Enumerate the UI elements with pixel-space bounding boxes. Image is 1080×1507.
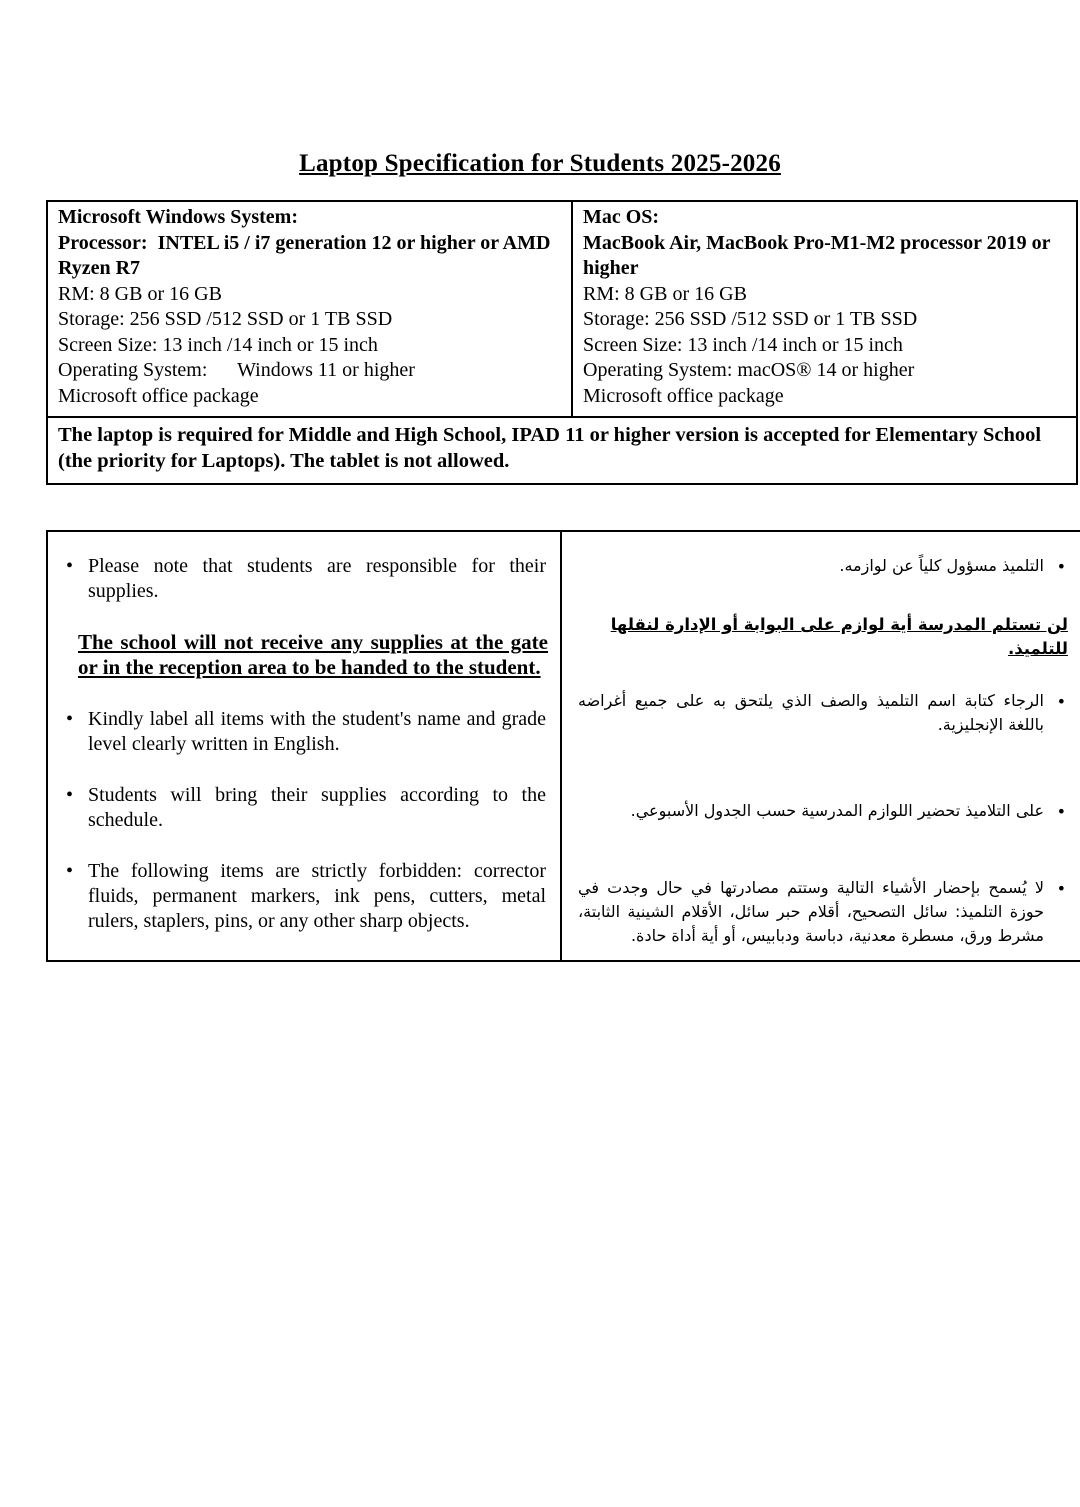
windows-os: Operating System: Windows 11 or higher — [58, 359, 415, 381]
bullet-icon: • — [1056, 879, 1066, 898]
spec-row — [47, 201, 1077, 417]
windows-spec-cell — [47, 201, 572, 417]
mac-os: Operating System: macOS® 14 or higher — [583, 359, 915, 381]
rule-text-ar-label-items: الرجاء كتابة اسم التلميذ والصف الذي يلتحق به على جميع أغراضه باللغة الإنجليزية. — [578, 691, 1044, 734]
rule-text-ar-forbidden-items: لا يُسمح بإحضار الأشياء التالية وستتم مصادرتها في حال وجدت في حوزة التلميذ: سائل التصحيح، أقلام حبر سائل، الأقلام الشينية الثابتة، مشرط ورق، مسطرة معدنية، دباسة ودبابيس، أو أية أداة حادة. — [578, 878, 1044, 945]
bullet-icon: • — [1056, 802, 1066, 821]
supplies-rules-table — [46, 530, 1080, 962]
laptop-requirement-note: The laptop is required for Middle and High School, IPAD 11 or higher version is accepted for Elementary School (the priority for Laptops). The tablet is not allowed. — [47, 417, 1077, 484]
gate-notice-text: The school will not receive any supplies at the gate or in the reception area to be handed to the student. — [78, 630, 548, 679]
page-title: Laptop Specification for Students 2025-2026 — [299, 150, 781, 177]
bullet-icon: • — [66, 555, 74, 577]
windows-office: Microsoft office package — [58, 384, 259, 407]
rule-text-ar-schedule: على التلاميذ تحضير اللوازم المدرسية حسب الجدول الأسبوعي. — [630, 801, 1044, 820]
bullet-icon: • — [66, 860, 74, 882]
windows-processor: Processor: INTEL i5 / i7 generation 12 or higher or AMD Ryzen R7 — [58, 231, 556, 279]
rule-text-forbidden-items: The following items are strictly forbidden: corrector fluids, permanent markers, ink pens, cutters, metal rulers, staplers, pins, or any other sharp objects. — [88, 860, 546, 932]
rule-text-schedule: Students will bring their supplies according to the schedule. — [88, 784, 546, 831]
bullet-icon: • — [66, 708, 74, 730]
mac-processor: MacBook Air, MacBook Pro-M1-M2 processor 2019 or higher — [583, 231, 1056, 279]
mac-heading: Mac OS: — [583, 206, 660, 228]
list-item — [578, 876, 1066, 948]
list-item — [66, 859, 546, 934]
list-item — [66, 554, 546, 604]
mac-spec-cell — [572, 201, 1077, 417]
mac-office: Microsoft office package — [583, 384, 784, 407]
mac-screen: Screen Size: 13 inch /14 inch or 15 inch — [583, 333, 903, 356]
laptop-spec-table — [46, 200, 1078, 485]
bullet-icon: • — [1056, 557, 1066, 576]
rule-text-label-items: Kindly label all items with the student's name and grade level clearly written in English. — [88, 708, 546, 755]
english-rules-cell — [47, 531, 561, 961]
bullet-icon: • — [1056, 692, 1066, 711]
windows-storage: Storage: 256 SSD /512 SSD or 1 TB SSD — [58, 308, 393, 330]
rule-text-supplies-responsibility: Please note that students are responsible for their supplies. — [88, 555, 546, 602]
windows-screen: Screen Size: 13 inch /14 inch or 15 inch — [58, 333, 378, 356]
bullet-icon: • — [66, 784, 74, 806]
mac-ram: RM: 8 GB or 16 GB — [583, 282, 747, 305]
list-item — [578, 554, 1066, 579]
list-item — [578, 799, 1066, 824]
arabic-rules-cell — [561, 531, 1080, 961]
list-item — [66, 783, 546, 833]
windows-heading: Microsoft Windows System: — [58, 206, 298, 228]
rules-row — [47, 531, 1080, 961]
rule-text-ar-supplies-responsibility: التلميذ مسؤول كلياً عن لوازمه. — [839, 556, 1044, 575]
windows-ram: RM: 8 GB or 16 GB — [58, 282, 222, 305]
list-item — [66, 707, 546, 757]
mac-storage: Storage: 256 SSD /512 SSD or 1 TB SSD — [583, 308, 918, 330]
list-item — [578, 689, 1066, 737]
note-row — [47, 417, 1077, 484]
gate-notice-text-ar: لن تستلم المدرسة أية لوازم على البوابة أو الإدارة لنقلها للتلميذ. — [610, 615, 1068, 658]
